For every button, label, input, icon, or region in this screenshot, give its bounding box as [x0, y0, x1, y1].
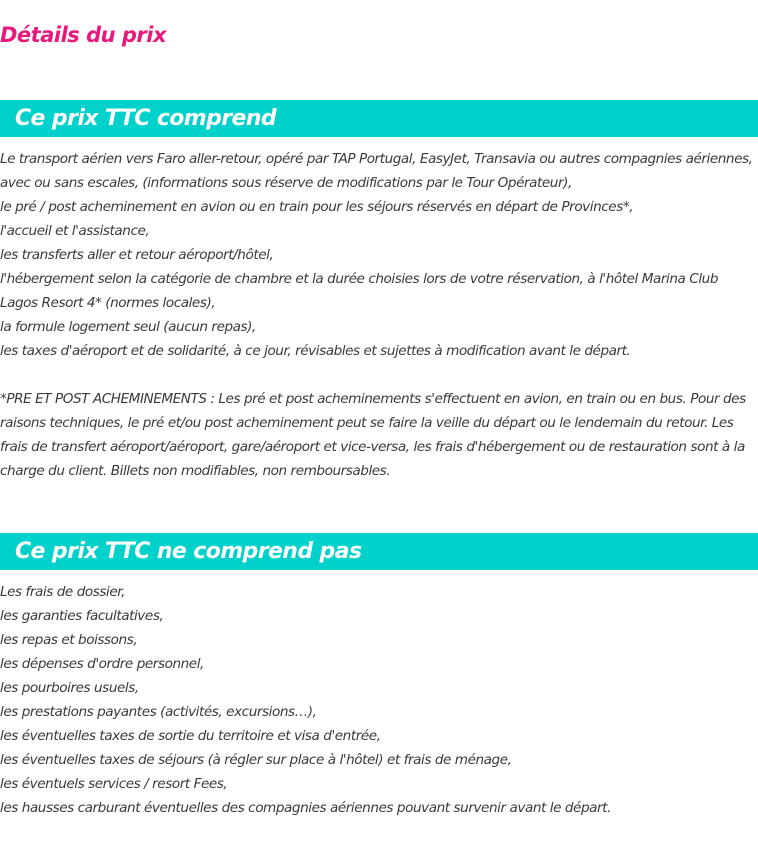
acheminement-note: *PRE ET POST ACHEMINEMENTS : Les pré et post acheminements s'effectuent en avion, en train ou en bus. Pour des raisons techniques, le pré et/ou post acheminement peut se faire la veille du départ ou le lendemain du retour. Les frais de transfert aéroport/aéroport, gare/aéroport et vice-versa, les frais d'hébergement ou de restauration sont à la charge du client. Billets non modifiables, non remboursables.	[0, 391, 746, 479]
list-item: Les frais de dossier,	[0, 584, 126, 600]
list-item: les garanties facultatives,	[0, 608, 164, 624]
list-item: les éventuelles taxes de séjours (à régler sur place à l'hôtel) et frais de ménage,	[0, 752, 512, 768]
list-item: les hausses carburant éventuelles des compagnies aériennes pouvant survenir avant le départ.	[0, 800, 611, 816]
list-item: l'accueil et l'assistance,	[0, 223, 150, 239]
list-item: l'hébergement selon la catégorie de chambre et la durée choisies lors de votre réservation, à l'hôtel Marina Club Lagos Resort 4* (normes locales),	[0, 271, 718, 311]
included-section-header	[0, 100, 758, 137]
excluded-section-header	[0, 533, 758, 570]
list-item: les prestations payantes (activités, excursions…),	[0, 704, 317, 720]
included-list	[0, 147, 758, 363]
list-item: les éventuels services / resort Fees,	[0, 776, 228, 792]
list-item: la formule logement seul (aucun repas),	[0, 319, 256, 335]
page-title: Détails du prix	[0, 23, 167, 47]
included-heading: Ce prix TTC comprend	[15, 106, 277, 131]
list-item: les transferts aller et retour aéroport/hôtel,	[0, 247, 274, 263]
excluded-list	[0, 580, 758, 820]
list-item: les repas et boissons,	[0, 632, 138, 648]
list-item: le pré / post acheminement en avion ou en train pour les séjours réservés en départ de Provinces*,	[0, 199, 634, 215]
list-item: les pourboires usuels,	[0, 680, 139, 696]
excluded-heading: Ce prix TTC ne comprend pas	[15, 539, 362, 564]
list-item: Le transport aérien vers Faro aller-retour, opéré par TAP Portugal, EasyJet, Transavia ou autres compagnies aériennes, avec ou sans escales, (informations sous réserve de modifications par le Tour Opérateur),	[0, 151, 753, 191]
list-item: les éventuelles taxes de sortie du territoire et visa d'entrée,	[0, 728, 381, 744]
list-item: les taxes d'aéroport et de solidarité, à ce jour, révisables et sujettes à modification avant le départ.	[0, 343, 631, 359]
list-item: les dépenses d'ordre personnel,	[0, 656, 204, 672]
